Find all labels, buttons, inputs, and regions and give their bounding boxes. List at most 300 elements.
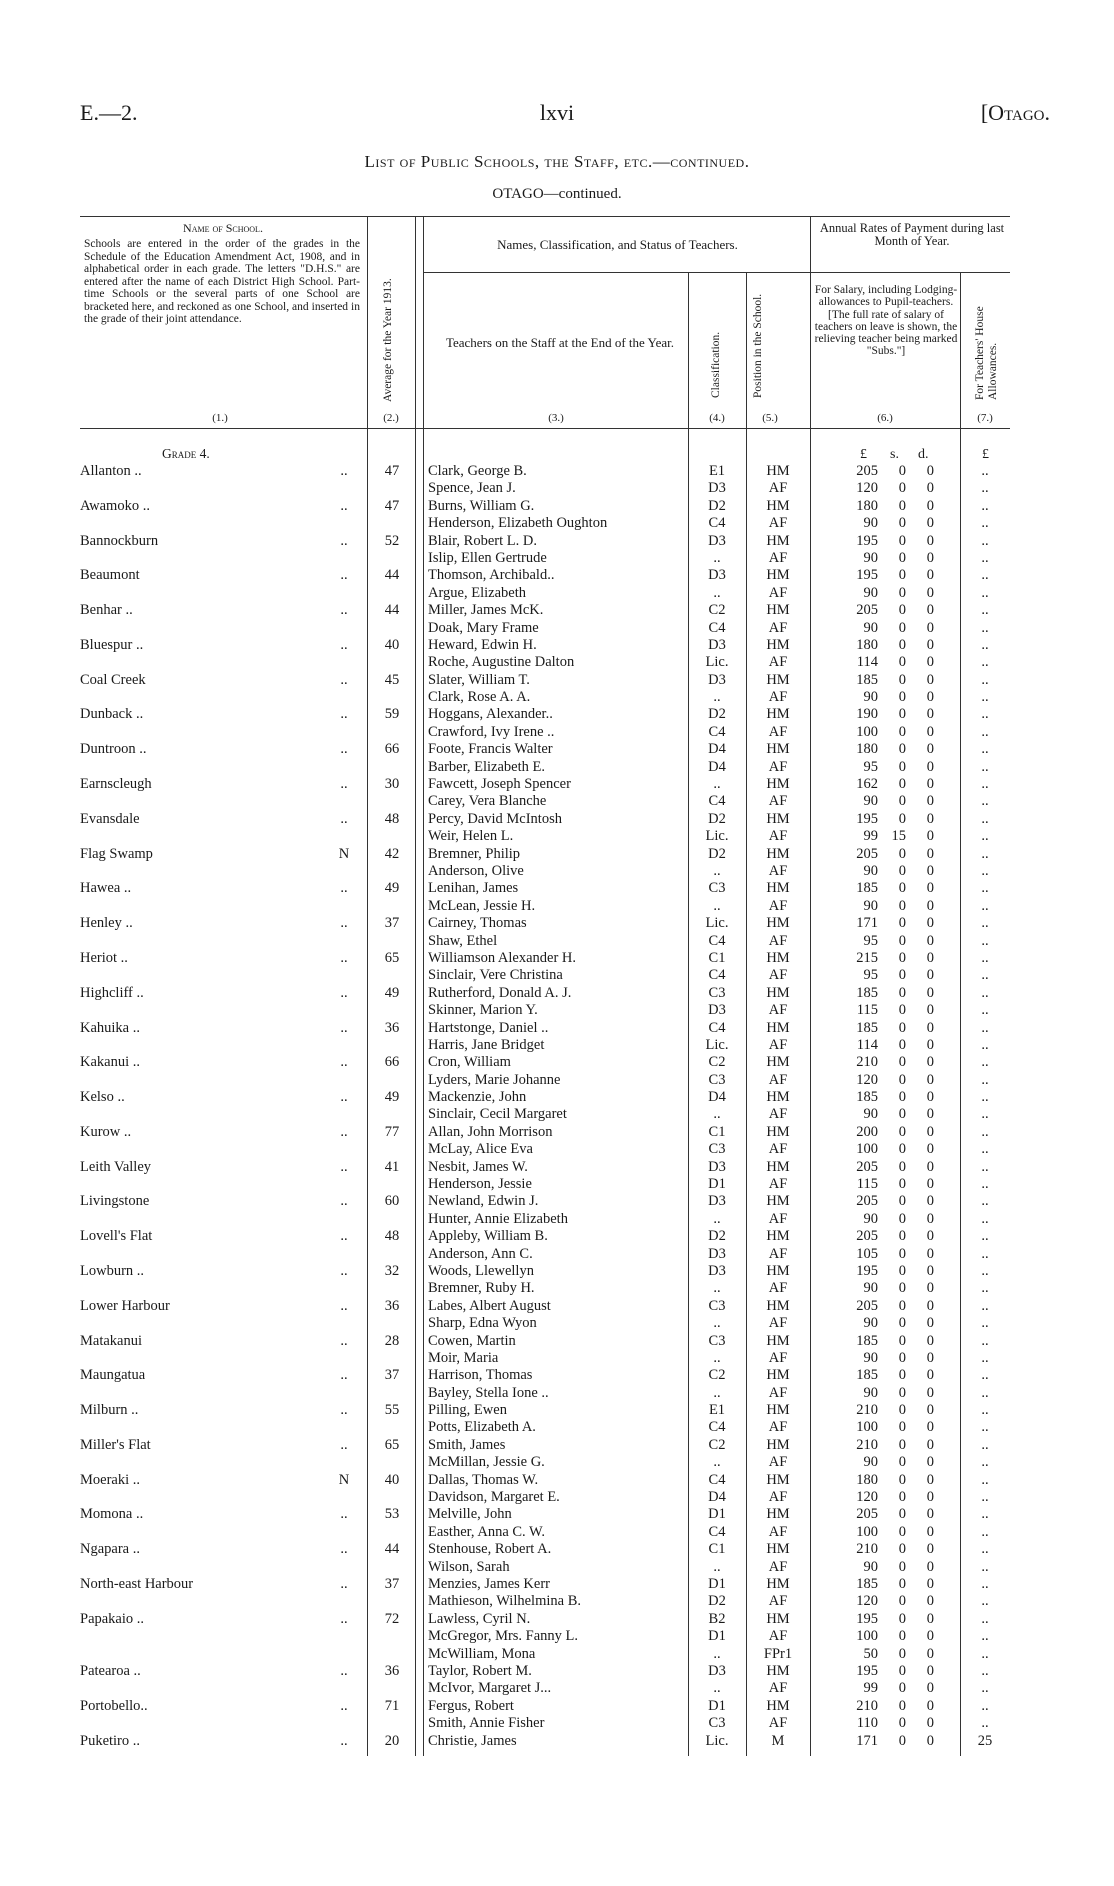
classification: C4 (708, 967, 726, 984)
salary-shillings: 0 (898, 1262, 906, 1279)
salary-shillings: 0 (898, 1367, 906, 1384)
school-mark: .. (340, 1262, 348, 1279)
teacher-name: Mackenzie, John (428, 1089, 527, 1106)
classification: D3 (708, 567, 726, 584)
classification: D2 (708, 497, 726, 514)
table-row (0, 846, 1114, 863)
salary-pounds: 95 (863, 932, 878, 949)
table-row (0, 1437, 1114, 1454)
classification: C4 (708, 723, 726, 740)
teacher-name: Hunter, Annie Elizabeth (428, 1210, 568, 1227)
teacher-name: Smith, Annie Fisher (428, 1715, 545, 1732)
position: HM (766, 1697, 790, 1714)
classification: D3 (708, 1158, 726, 1175)
teacher-name: Mathieson, Wilhelmina B. (428, 1593, 581, 1610)
table-row (0, 950, 1114, 967)
teacher-name: Miller, James McK. (428, 602, 544, 619)
school-mark: .. (340, 567, 348, 584)
salary-pence: 0 (926, 1123, 934, 1140)
table-row (0, 1246, 1114, 1263)
position: AF (768, 1071, 788, 1088)
classification: Lic. (705, 828, 729, 845)
classification: C4 (708, 793, 726, 810)
teacher-name: Anderson, Olive (428, 862, 524, 879)
school-mark: .. (340, 463, 348, 479)
teacher-name: Hoggans, Alexander.. (428, 706, 553, 723)
position: AF (768, 1558, 788, 1575)
classification: .. (713, 1384, 721, 1401)
salary-shillings: 0 (898, 1054, 906, 1071)
table-row (0, 1628, 1114, 1645)
average-attendance: 59 (384, 706, 400, 723)
house-allowance: .. (981, 984, 989, 1001)
teacher-name: Bremner, Philip (428, 845, 521, 862)
average-attendance: 37 (384, 1576, 400, 1592)
position: AF (768, 480, 788, 497)
salary-pounds: 180 (856, 636, 878, 653)
salary-pounds: 205 (856, 463, 878, 479)
position: HM (766, 880, 790, 897)
average-attendance: 30 (384, 776, 400, 793)
teacher-name: McIvor, Margaret J... (428, 1680, 552, 1697)
average-attendance: 48 (384, 810, 400, 827)
classification: D3 (708, 1002, 726, 1019)
salary-pence: 0 (926, 1610, 934, 1627)
position: HM (766, 810, 790, 827)
salary-shillings: 0 (898, 1176, 906, 1193)
salary-pence: 0 (926, 1402, 934, 1419)
salary-pounds: 90 (863, 793, 878, 810)
salary-pence: 0 (926, 1523, 934, 1540)
house-allowance: .. (981, 1245, 989, 1262)
salary-pounds: 120 (856, 480, 878, 497)
salary-shillings: 15 (891, 828, 906, 845)
position: HM (766, 706, 790, 723)
salary-pounds: 195 (856, 1662, 878, 1679)
position: HM (766, 1436, 790, 1453)
position: AF (768, 689, 788, 706)
classification: D3 (708, 480, 726, 497)
table-row (0, 776, 1114, 793)
salary-pounds: 215 (856, 949, 878, 966)
salary-pounds: 100 (856, 1141, 878, 1158)
house-allowance: .. (981, 897, 989, 914)
teacher-name: Woods, Llewellyn (428, 1262, 534, 1279)
table-row (0, 1176, 1114, 1193)
salary-shillings: 0 (898, 741, 906, 758)
position: HM (766, 1054, 790, 1071)
salary-shillings: 0 (898, 1106, 906, 1123)
salary-pence: 0 (926, 1019, 934, 1036)
school-name: Lower Harbour (80, 1297, 170, 1314)
header-group-rule (423, 272, 1010, 273)
house-allowance: .. (981, 1558, 989, 1575)
position: HM (766, 1019, 790, 1036)
classification: C3 (708, 1141, 726, 1158)
salary-shillings: 0 (898, 636, 906, 653)
region-label: [Otago. (980, 100, 1050, 125)
school-name: Coal Creek (80, 671, 146, 688)
average-attendance: 41 (384, 1158, 400, 1175)
school-name: Awamoko .. (80, 497, 150, 514)
salary-shillings: 0 (898, 1019, 906, 1036)
house-allowance: .. (981, 1610, 989, 1627)
salary-pounds: 171 (856, 915, 878, 932)
classification: .. (713, 1645, 721, 1662)
salary-shillings: 0 (898, 584, 906, 601)
salary-pence: 0 (926, 689, 934, 706)
table-row (0, 689, 1114, 706)
position: AF (768, 1715, 788, 1732)
position: HM (766, 776, 790, 793)
school-mark: .. (340, 1228, 348, 1245)
position: AF (768, 619, 788, 636)
house-allowance: .. (981, 967, 989, 984)
average-attendance: 77 (384, 1123, 400, 1140)
average-attendance: 65 (384, 949, 400, 966)
col-num-1: (1.) (212, 412, 228, 424)
table-row (0, 1593, 1114, 1610)
average-attendance: 36 (384, 1297, 400, 1314)
average-attendance: 72 (384, 1610, 400, 1627)
house-allowance: .. (981, 1384, 989, 1401)
teacher-name: Easther, Anna C. W. (428, 1523, 546, 1540)
salary-pounds: 195 (856, 810, 878, 827)
school-mark: .. (340, 915, 348, 932)
position: HM (766, 1332, 790, 1349)
salary-pence: 0 (926, 1628, 934, 1645)
position: AF (768, 1141, 788, 1158)
house-allowance: .. (981, 1036, 989, 1053)
teacher-name: Sinclair, Vere Christina (428, 967, 563, 984)
salary-shillings: 0 (898, 1506, 906, 1523)
classification: .. (713, 1454, 721, 1471)
house-allowance: .. (981, 915, 989, 932)
salary-pence: 0 (926, 1193, 934, 1210)
school-name: Milburn .. (80, 1402, 139, 1419)
position: HM (766, 1471, 790, 1488)
position: AF (768, 758, 788, 775)
house-allowance: .. (981, 1506, 989, 1523)
house-allowance: .. (981, 1280, 989, 1297)
house-allowance: .. (981, 497, 989, 514)
salary-pence: 0 (926, 497, 934, 514)
salary-shillings: 0 (898, 602, 906, 619)
salary-pounds: 90 (863, 619, 878, 636)
salary-pence: 0 (926, 828, 934, 845)
average-attendance: 49 (384, 984, 400, 1001)
classification: D2 (708, 706, 726, 723)
unit-pounds: £ (860, 447, 867, 462)
classification: E1 (708, 463, 726, 479)
salary-pence: 0 (926, 1002, 934, 1019)
table-body (0, 463, 1114, 1750)
salary-shillings: 0 (898, 515, 906, 532)
salary-pounds: 95 (863, 758, 878, 775)
salary-pounds: 100 (856, 1419, 878, 1436)
teacher-name: Shaw, Ethel (428, 932, 498, 949)
salary-pounds: 180 (856, 1471, 878, 1488)
table-row (0, 1715, 1114, 1732)
grade-heading: Grade 4. (162, 446, 210, 461)
position: AF (768, 1002, 788, 1019)
classification: D3 (708, 1662, 726, 1679)
salary-pounds: 90 (863, 897, 878, 914)
salary-pence: 0 (926, 1158, 934, 1175)
teacher-name: Burns, William G. (428, 497, 535, 514)
house-allowance: .. (981, 1297, 989, 1314)
house-allowance: .. (981, 1523, 989, 1540)
salary-shillings: 0 (898, 1628, 906, 1645)
classification: .. (713, 862, 721, 879)
classification: .. (713, 1349, 721, 1366)
average-attendance: 44 (384, 1541, 400, 1558)
average-attendance: 49 (384, 1089, 400, 1106)
table-row (0, 620, 1114, 637)
salary-pounds: 90 (863, 1349, 878, 1366)
table-row (0, 898, 1114, 915)
table-row (0, 1350, 1114, 1367)
teacher-name: Christie, James (428, 1732, 517, 1749)
classification: D4 (708, 1089, 726, 1106)
classification: C2 (708, 602, 726, 619)
salary-shillings: 0 (898, 480, 906, 497)
teacher-name: Henderson, Jessie (428, 1176, 532, 1193)
teacher-name: Lyders, Marie Johanne (428, 1071, 561, 1088)
teacher-name: McMillan, Jessie G. (428, 1454, 545, 1471)
house-allowance: .. (981, 1436, 989, 1453)
table-row (0, 585, 1114, 602)
teacher-name: Slater, William T. (428, 671, 530, 688)
school-name: Portobello.. (80, 1697, 148, 1714)
teacher-name: Foote, Francis Walter (428, 741, 553, 758)
position: AF (768, 1315, 788, 1332)
school-mark: .. (340, 636, 348, 653)
classification: Lic. (705, 915, 729, 932)
salary-shillings: 0 (898, 932, 906, 949)
teacher-name: Bremner, Ruby H. (428, 1280, 535, 1297)
school-name: Papakaio .. (80, 1610, 145, 1627)
salary-shillings: 0 (898, 1558, 906, 1575)
salary-shillings: 0 (898, 1645, 906, 1662)
table-row (0, 1089, 1114, 1106)
table-row (0, 759, 1114, 776)
salary-pounds: 120 (856, 1593, 878, 1610)
salary-pence: 0 (926, 741, 934, 758)
average-attendance: 42 (384, 845, 400, 862)
salary-pence: 0 (926, 1384, 934, 1401)
average-attendance: 66 (384, 741, 400, 758)
school-mark: .. (340, 984, 348, 1001)
table-row (0, 828, 1114, 845)
salary-pounds: 205 (856, 1228, 878, 1245)
house-allowance: .. (981, 1349, 989, 1366)
house-allowance: .. (981, 1489, 989, 1506)
school-mark: .. (340, 1541, 348, 1558)
classification: D3 (708, 671, 726, 688)
school-mark: .. (340, 1054, 348, 1071)
table-row (0, 967, 1114, 984)
classification: C4 (708, 1471, 726, 1488)
salary-shillings: 0 (898, 1280, 906, 1297)
school-mark: .. (340, 1019, 348, 1036)
house-allowance: .. (981, 1593, 989, 1610)
position: AF (768, 793, 788, 810)
salary-shillings: 0 (898, 1419, 906, 1436)
table-row (0, 880, 1114, 897)
house-allowance: .. (981, 1315, 989, 1332)
salary-pounds: 195 (856, 1262, 878, 1279)
salary-pence: 0 (926, 515, 934, 532)
teacher-name: Fergus, Robert (428, 1697, 514, 1714)
classification: D1 (708, 1628, 726, 1645)
position: AF (768, 1489, 788, 1506)
table-row (0, 1263, 1114, 1280)
teacher-name: Henderson, Elizabeth Oughton (428, 515, 608, 532)
school-mark: .. (340, 1402, 348, 1419)
salary-pence: 0 (926, 1541, 934, 1558)
position: HM (766, 1541, 790, 1558)
position: HM (766, 1402, 790, 1419)
house-allowance: .. (981, 1262, 989, 1279)
page-number: lxvi (539, 100, 575, 125)
school-mark: .. (340, 949, 348, 966)
salary-pounds: 185 (856, 1576, 878, 1592)
unit-allowance: £ (982, 447, 989, 462)
average-attendance: 36 (384, 1662, 400, 1679)
classification: C2 (708, 1367, 726, 1384)
house-allowance: .. (981, 793, 989, 810)
salary-pounds: 115 (856, 1176, 878, 1193)
salary-pence: 0 (926, 1558, 934, 1575)
salary-pounds: 90 (863, 1280, 878, 1297)
salary-pence: 0 (926, 1419, 934, 1436)
salary-shillings: 0 (898, 1071, 906, 1088)
salary-pence: 0 (926, 1506, 934, 1523)
table-row (0, 1367, 1114, 1384)
table-row (0, 567, 1114, 584)
salary-shillings: 0 (898, 463, 906, 479)
school-name: Kakanui .. (80, 1054, 140, 1071)
table-row (0, 933, 1114, 950)
position: HM (766, 671, 790, 688)
salary-pounds: 95 (863, 967, 878, 984)
salary-pence: 0 (926, 793, 934, 810)
salary-shillings: 0 (898, 758, 906, 775)
teacher-name: Newland, Edwin J. (428, 1193, 539, 1210)
classification: D2 (708, 1228, 726, 1245)
house-allowance: .. (981, 741, 989, 758)
salary-pounds: 195 (856, 567, 878, 584)
salary-pence: 0 (926, 1662, 934, 1679)
position: AF (768, 1280, 788, 1297)
classification: .. (713, 1315, 721, 1332)
school-name: Maungatua (80, 1367, 146, 1384)
house-allowance: .. (981, 619, 989, 636)
house-allowance: .. (981, 1019, 989, 1036)
classification: Lic. (705, 654, 729, 671)
salary-pence: 0 (926, 1036, 934, 1053)
classification: C4 (708, 619, 726, 636)
col-num-4: (4.) (709, 412, 725, 424)
table-row (0, 1402, 1114, 1419)
house-allowance: .. (981, 1541, 989, 1558)
salary-shillings: 0 (898, 793, 906, 810)
house-allowance: .. (981, 1210, 989, 1227)
salary-pounds: 110 (856, 1715, 878, 1732)
average-attendance: 20 (384, 1732, 400, 1749)
position: HM (766, 567, 790, 584)
position: HM (766, 532, 790, 549)
teacher-name: Cowen, Martin (428, 1332, 516, 1349)
house-allowance: .. (981, 1332, 989, 1349)
house-allowance: .. (981, 671, 989, 688)
salary-pounds: 90 (863, 1315, 878, 1332)
salary-pence: 0 (926, 567, 934, 584)
house-allowance: .. (981, 1454, 989, 1471)
teacher-name: Cairney, Thomas (428, 915, 527, 932)
page-subtitle: OTAGO—continued. (492, 186, 622, 202)
average-attendance: 53 (384, 1506, 400, 1523)
position: AF (768, 584, 788, 601)
salary-shillings: 0 (898, 1297, 906, 1314)
house-allowance: .. (981, 758, 989, 775)
salary-pounds: 90 (863, 1454, 878, 1471)
classification: .. (713, 776, 721, 793)
table-row (0, 1333, 1114, 1350)
classification: C3 (708, 1071, 726, 1088)
salary-pounds: 195 (856, 1610, 878, 1627)
school-mark: N (338, 845, 350, 862)
salary-pence: 0 (926, 1680, 934, 1697)
school-mark: .. (340, 810, 348, 827)
salary-shillings: 0 (898, 1210, 906, 1227)
teacher-name: Argue, Elizabeth (428, 584, 526, 601)
position: HM (766, 463, 790, 479)
salary-pence: 0 (926, 1732, 934, 1749)
teacher-name: Stenhouse, Robert A. (428, 1541, 552, 1558)
classification: D3 (708, 532, 726, 549)
salary-shillings: 0 (898, 1523, 906, 1540)
salary-pence: 0 (926, 758, 934, 775)
school-name: Benhar .. (80, 602, 133, 619)
school-name: Evansdale (80, 810, 140, 827)
teacher-name: Carey, Vera Blanche (428, 793, 547, 810)
salary-pence: 0 (926, 584, 934, 601)
salary-pounds: 90 (863, 515, 878, 532)
salary-shillings: 0 (898, 984, 906, 1001)
teacher-name: Islip, Ellen Gertrude (428, 549, 547, 566)
salary-pence: 0 (926, 1106, 934, 1123)
classification: Lic. (705, 1036, 729, 1053)
position: HM (766, 1123, 790, 1140)
salary-pence: 0 (926, 619, 934, 636)
school-mark: .. (340, 532, 348, 549)
average-attendance: 47 (384, 497, 400, 514)
salary-pence: 0 (926, 1489, 934, 1506)
table-row (0, 1002, 1114, 1019)
salary-pence: 0 (926, 862, 934, 879)
teacher-name: Melville, John (428, 1506, 512, 1523)
school-mark: .. (340, 1662, 348, 1679)
salary-shillings: 0 (898, 532, 906, 549)
salary-pence: 0 (926, 810, 934, 827)
school-name: Matakanui (80, 1332, 143, 1349)
salary-pence: 0 (926, 1210, 934, 1227)
school-name: Kahuika .. (80, 1019, 140, 1036)
school-mark: .. (340, 1506, 348, 1523)
position: HM (766, 845, 790, 862)
